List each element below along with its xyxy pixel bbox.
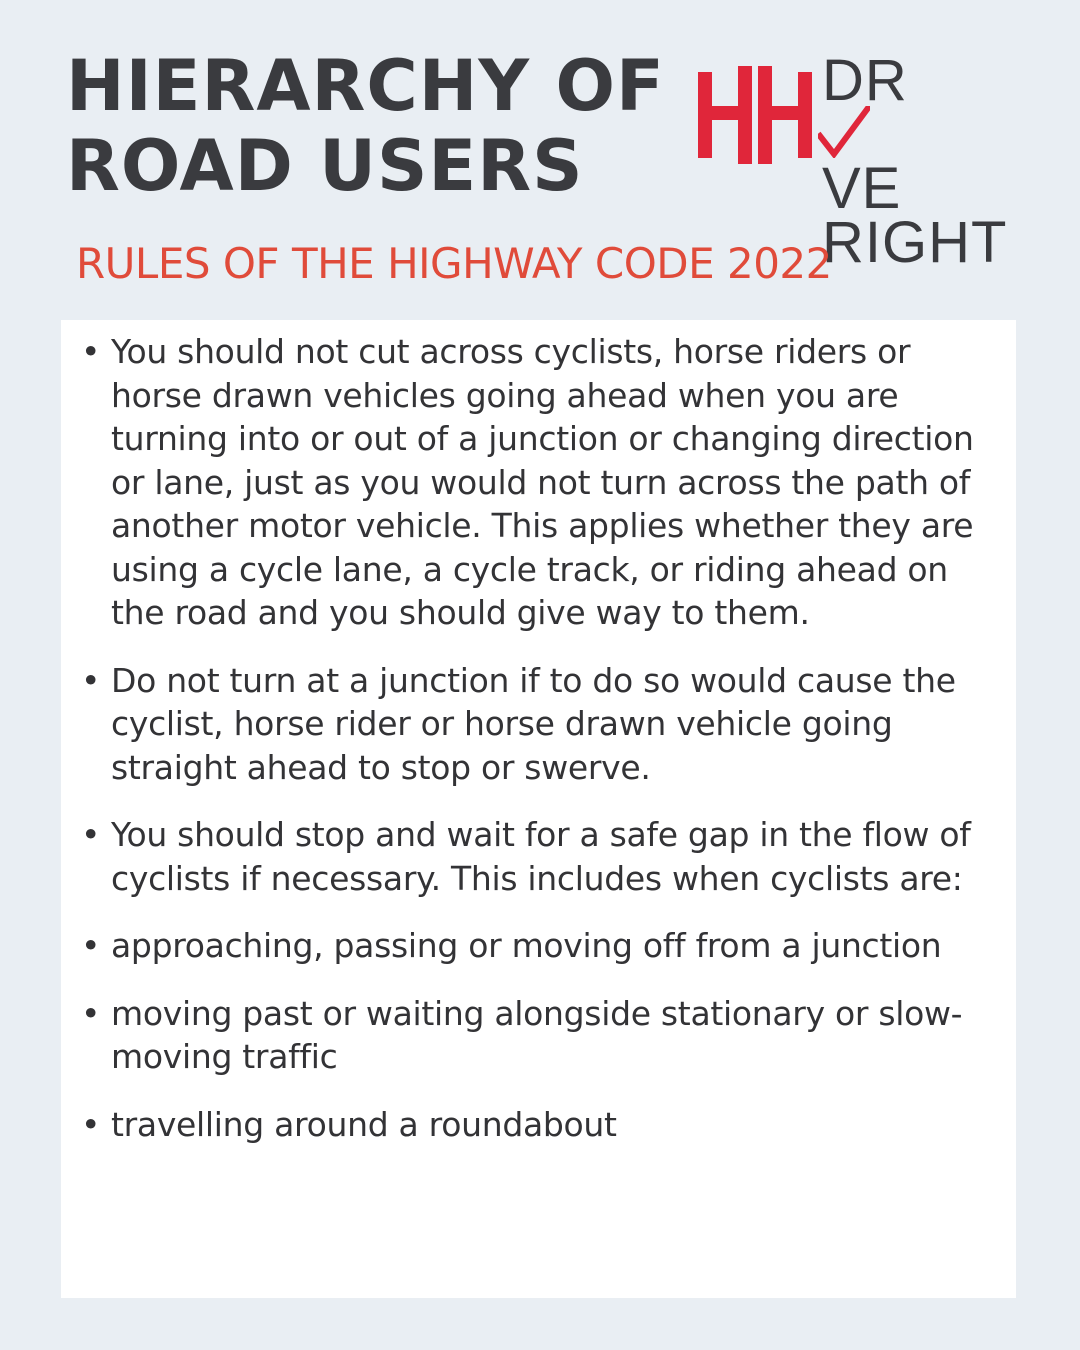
bullet-icon: • [81, 815, 101, 854]
bullet-icon: • [81, 332, 101, 371]
rule-text: approaching, passing or moving off from a junction [111, 926, 942, 965]
list-item [77, 659, 986, 790]
rules-list [77, 330, 986, 1146]
logo-line-drive: DR VE [822, 54, 1007, 216]
logo-tick-letter [822, 108, 1007, 162]
page-title [66, 46, 665, 206]
bullet-icon: • [81, 1104, 101, 1144]
bullet-icon: • [81, 660, 101, 700]
hh-monogram-icon [696, 64, 816, 166]
subtitle: RULES OF THE HIGHWAY CODE 2022 [76, 239, 832, 288]
rule-text: travelling around a roundabout [111, 1104, 617, 1144]
title-line-1: HIERARCHY OF [66, 45, 665, 127]
list-item [77, 330, 986, 635]
rule-text: moving past or waiting alongside stationary or slow-moving traffic [111, 993, 963, 1076]
bullet-icon: • [81, 993, 101, 1033]
list-item [77, 1103, 986, 1147]
list-item [77, 992, 986, 1079]
title-line-2: ROAD USERS [66, 125, 584, 207]
logo-wordmark [822, 48, 1008, 275]
bullet-icon: • [81, 926, 101, 965]
list-item [77, 813, 986, 900]
rule-text: You should not cut across cyclists, horse riders or horse drawn vehicles going ahead when you are turning into or out of a junction or changing direction or lane, just as you would not turn across the path of another motor vehicle. This applies whether they are using a cycle lane, a cycle track, or riding ahead on the road and you should give way to them. [111, 332, 974, 632]
logo-line-right: RIGHT [822, 210, 1008, 275]
drive-right-logo [696, 48, 1036, 275]
rules-panel [61, 320, 1016, 1298]
check-tick-icon [818, 106, 870, 158]
rule-text: You should stop and wait for a safe gap in the flow of cyclists if necessary. This includes when cyclists are: [111, 815, 971, 898]
list-item [77, 924, 986, 968]
rule-text: Do not turn at a junction if to do so would cause the cyclist, horse rider or horse drawn vehicle going straight ahead to stop or swerve. [111, 660, 956, 787]
